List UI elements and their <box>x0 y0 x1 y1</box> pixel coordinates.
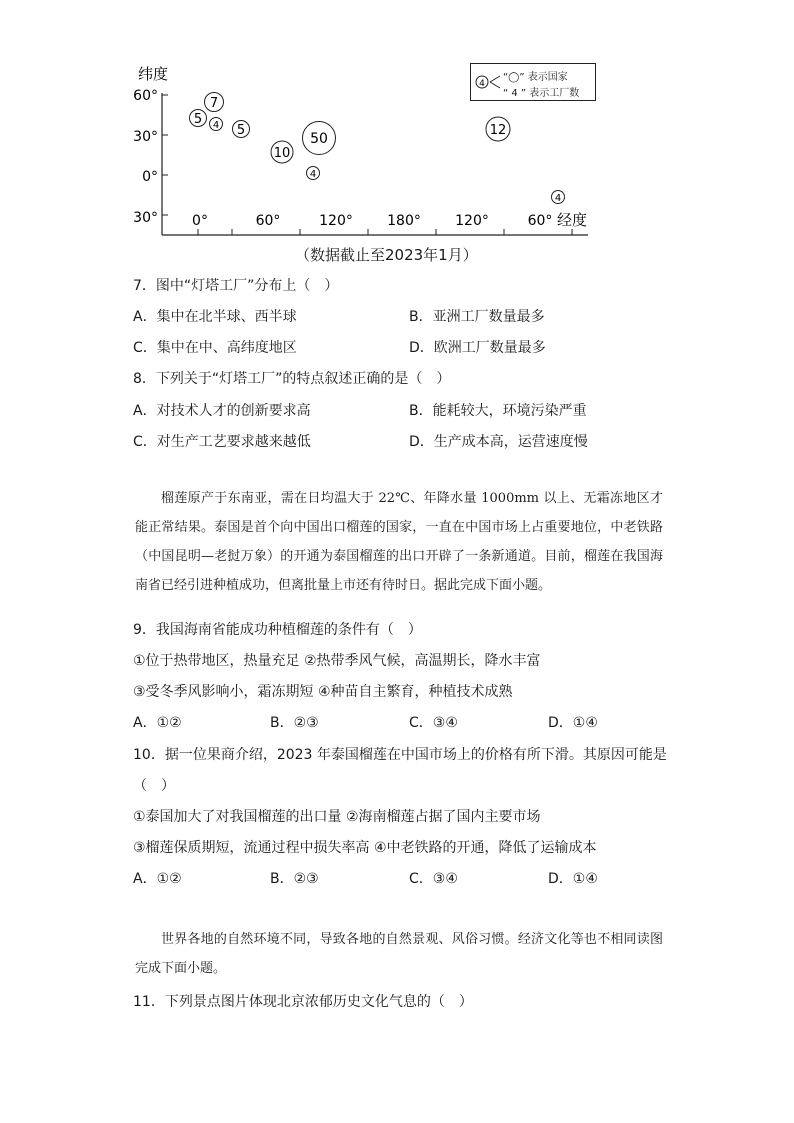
q9-option-c: C．③④ <box>409 715 458 731</box>
x-axis-label: 经度 <box>557 211 588 229</box>
legend-line-country: “◯” 表示国家 <box>503 72 568 83</box>
x-tick-label: 60° <box>527 213 553 229</box>
q8-option-c: C．对生产工艺要求越来越低 <box>133 434 311 450</box>
factory-count-label: 5 <box>193 112 203 127</box>
country-circle <box>190 110 207 128</box>
q10-option-a: A．①② <box>133 871 182 887</box>
y-tick-label: 30° <box>133 129 158 145</box>
q10-statements-2: ③榴莲保质期短，流通过程中损失率高 ④中老铁路的开通，降低了运输成本 <box>133 840 597 856</box>
q10-option-c: C．③④ <box>409 871 458 887</box>
q9-option-b: B．②③ <box>270 715 319 731</box>
y-axis-label: 纬度 <box>138 65 169 83</box>
question-9-stem: 9．我国海南省能成功种植榴莲的条件有（ ） <box>133 622 422 638</box>
factory-count-label: 7 <box>209 96 219 111</box>
factory-count-label: 4 <box>309 169 317 180</box>
country-circle <box>210 118 223 132</box>
country-circle <box>271 141 293 163</box>
chart-caption: （数据截止至2023年1月） <box>295 246 478 264</box>
x-tick-label: 0° <box>192 213 208 229</box>
y-tick-label: 0° <box>142 169 158 185</box>
factory-count-label: 5 <box>236 123 246 138</box>
q7-option-b: B．亚洲工厂数量最多 <box>409 309 545 325</box>
factory-count-label: 12 <box>489 123 507 138</box>
country-circle <box>205 93 224 112</box>
q9-statements-1: ①位于热带地区，热量充足 ②热带季风气候，高温期长，降水丰富 <box>133 653 541 669</box>
factory-count-label: 10 <box>273 146 291 161</box>
q10-option-d: D．①④ <box>548 871 598 887</box>
q10-option-b: B．②③ <box>270 871 319 887</box>
y-tick-label: 30° <box>133 210 158 226</box>
question-8-stem: 8．下列关于“灯塔工厂”的特点叙述正确的是（ ） <box>133 371 451 387</box>
legend-symbol-label: 4 <box>479 79 485 89</box>
factory-count-label: 50 <box>310 131 328 147</box>
country-circle <box>303 122 336 155</box>
question-11-stem: 11．下列景点图片体现北京浓郁历史文化气息的（ ） <box>133 994 473 1010</box>
q8-option-d: D．生产成本高，运营速度慢 <box>409 434 588 450</box>
q9-statements-2: ③受冬季风影响小，霜冻期短 ④种苗自主繁育，种植技术成熟 <box>133 684 513 700</box>
legend-symbol <box>471 64 503 100</box>
legend-line-factory: “ 4 ” 表示工厂数 <box>503 88 580 99</box>
x-tick-label: 120° <box>455 213 489 229</box>
country-circle <box>552 191 565 205</box>
country-circle <box>486 117 510 141</box>
question-10-bracket: （ ） <box>133 778 175 794</box>
q7-option-a: A．集中在北半球、西半球 <box>133 309 297 325</box>
x-tick-label: 120° <box>319 213 353 229</box>
country-circle <box>307 167 320 181</box>
factory-count-label: 4 <box>554 193 562 204</box>
world-culture-passage: 世界各地的自然环境不同，导致各地的自然景观、风俗习惯。经济文化等也不相同读图完成下面小题。 <box>135 932 663 976</box>
durian-passage: 榴莲原产于东南亚，需在日均温大于 22℃、年降水量 1000mm 以上、无霜冻地区才能正常结果。泰国是首个向中国出口榴莲的国家，一直在中国市场上占重要地位，中老铁路（中国昆明—老挝万象）的开通为泰国榴莲的出口开辟了一条新通道。目前，榴莲在我国海南省已经引进种植成功，但离批量上市还有待时日。据此完成下面小题。 <box>135 491 663 593</box>
q9-option-d: D．①④ <box>548 715 598 731</box>
x-tick-label: 180° <box>387 213 421 229</box>
q9-option-a: A．①② <box>133 715 182 731</box>
question-7-stem: 7．图中“灯塔工厂”分布上（ ） <box>133 278 339 294</box>
chart-legend <box>470 63 596 101</box>
q7-option-d: D．欧洲工厂数量最多 <box>409 340 546 356</box>
q10-statements-1: ①泰国加大了对我国榴莲的出口量 ②海南榴莲占据了国内主要市场 <box>133 809 541 825</box>
x-tick-label: 60° <box>255 213 281 229</box>
q8-option-b: B．能耗较大，环境污染严重 <box>409 403 587 419</box>
question-10-stem: 10．据一位果商介绍，2023 年泰国榴莲在中国市场上的价格有所下滑。其原因可能是 <box>133 747 667 763</box>
factory-count-label: 4 <box>212 120 220 131</box>
y-tick-label: 60° <box>133 88 158 104</box>
q7-option-c: C．集中在中、高纬度地区 <box>133 340 297 356</box>
q8-option-a: A．对技术人才的创新要求高 <box>133 403 311 419</box>
country-circle <box>233 121 250 139</box>
